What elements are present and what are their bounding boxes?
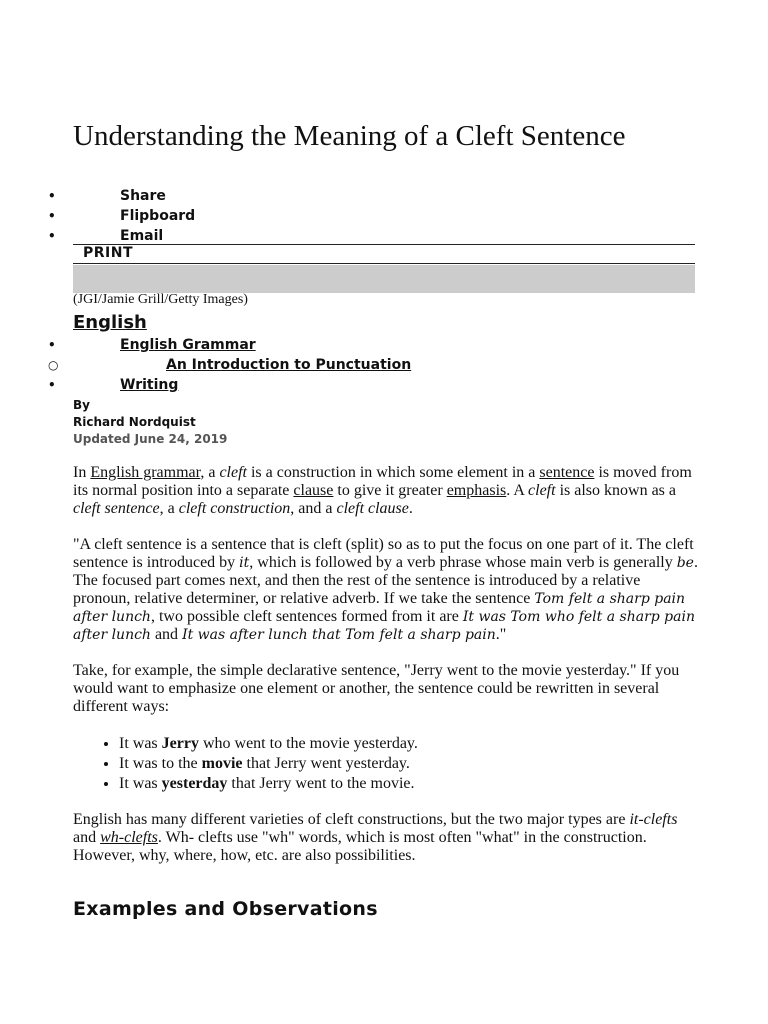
article-image (73, 265, 695, 293)
paragraph: Take, for example, the simple declarative sentence, "Jerry went to the movie yesterday." If you would want to emphasize one element or another, the sentence could be rewritten in several different ways: (73, 662, 680, 715)
bullet-icon: • (48, 189, 56, 203)
by-label: By (73, 398, 90, 412)
divider (73, 263, 695, 264)
page-title: Understanding the Meaning of a Cleft Sentence (73, 120, 626, 152)
paragraph: In English grammar, a cleft is a construction in which some element in a sentence is moved from its normal position into a separate clause to give it greater emphasis. A cleft is also known as a cleft sentence, a cleft construction, and a cleft clause. (73, 464, 692, 517)
article-body (73, 464, 698, 883)
link-sentence[interactable]: sentence (539, 464, 595, 481)
example-list (73, 734, 698, 794)
category-link[interactable]: English (73, 312, 147, 333)
bullet-icon: • (48, 209, 56, 223)
bullet-icon: • (48, 229, 56, 243)
list-item: • It was to the movie that Jerry went yesterday. (119, 754, 698, 774)
author-link[interactable]: Richard Nordquist (73, 415, 196, 429)
link-wh-clefts[interactable]: wh-clefts (100, 829, 158, 846)
link-clause[interactable]: clause (293, 482, 334, 499)
image-caption: (JGI/Jamie Grill/Getty Images) (73, 292, 248, 307)
link-emphasis[interactable]: emphasis (446, 482, 507, 499)
quote-paragraph: "A cleft sentence is a sentence that is cleft (split) so as to put the focus on one part of it. The cleft sentence is introduced by it, which is followed by a verb phrase whose main verb is generally be. The focused part comes next, and then the rest of the sentence is introduced by a relative pronoun, relative determiner, or relative adverb. If we take the sentence Tom felt a sharp pain after lunch, two possible cleft sentences formed from it are It was Tom who felt a sharp pain after lunch and It was after lunch that Tom felt a sharp pain." (73, 536, 698, 643)
byline (73, 397, 227, 448)
link-english-grammar[interactable]: English grammar (90, 464, 201, 481)
updated-date: Updated June 24, 2019 (73, 432, 228, 446)
list-item: • It was Jerry who went to the movie yesterday. (119, 734, 698, 754)
divider (73, 244, 695, 245)
bullet-icon: • (48, 338, 56, 352)
list-item: • It was yesterday that Jerry went to the movie. (119, 774, 698, 794)
paragraph: English has many different varieties of cleft constructions, but the two major types are it-clefts and wh-clefts. Wh- clefts use "wh" words, which is most often "what" in the construction. However, why, where, how, etc. are also possibilities. (73, 811, 678, 864)
print-button[interactable]: PRINT (83, 245, 134, 261)
bullet-icon: • (48, 378, 56, 392)
section-heading: Examples and Observations (73, 898, 378, 920)
circle-bullet-icon: ○ (48, 358, 59, 372)
